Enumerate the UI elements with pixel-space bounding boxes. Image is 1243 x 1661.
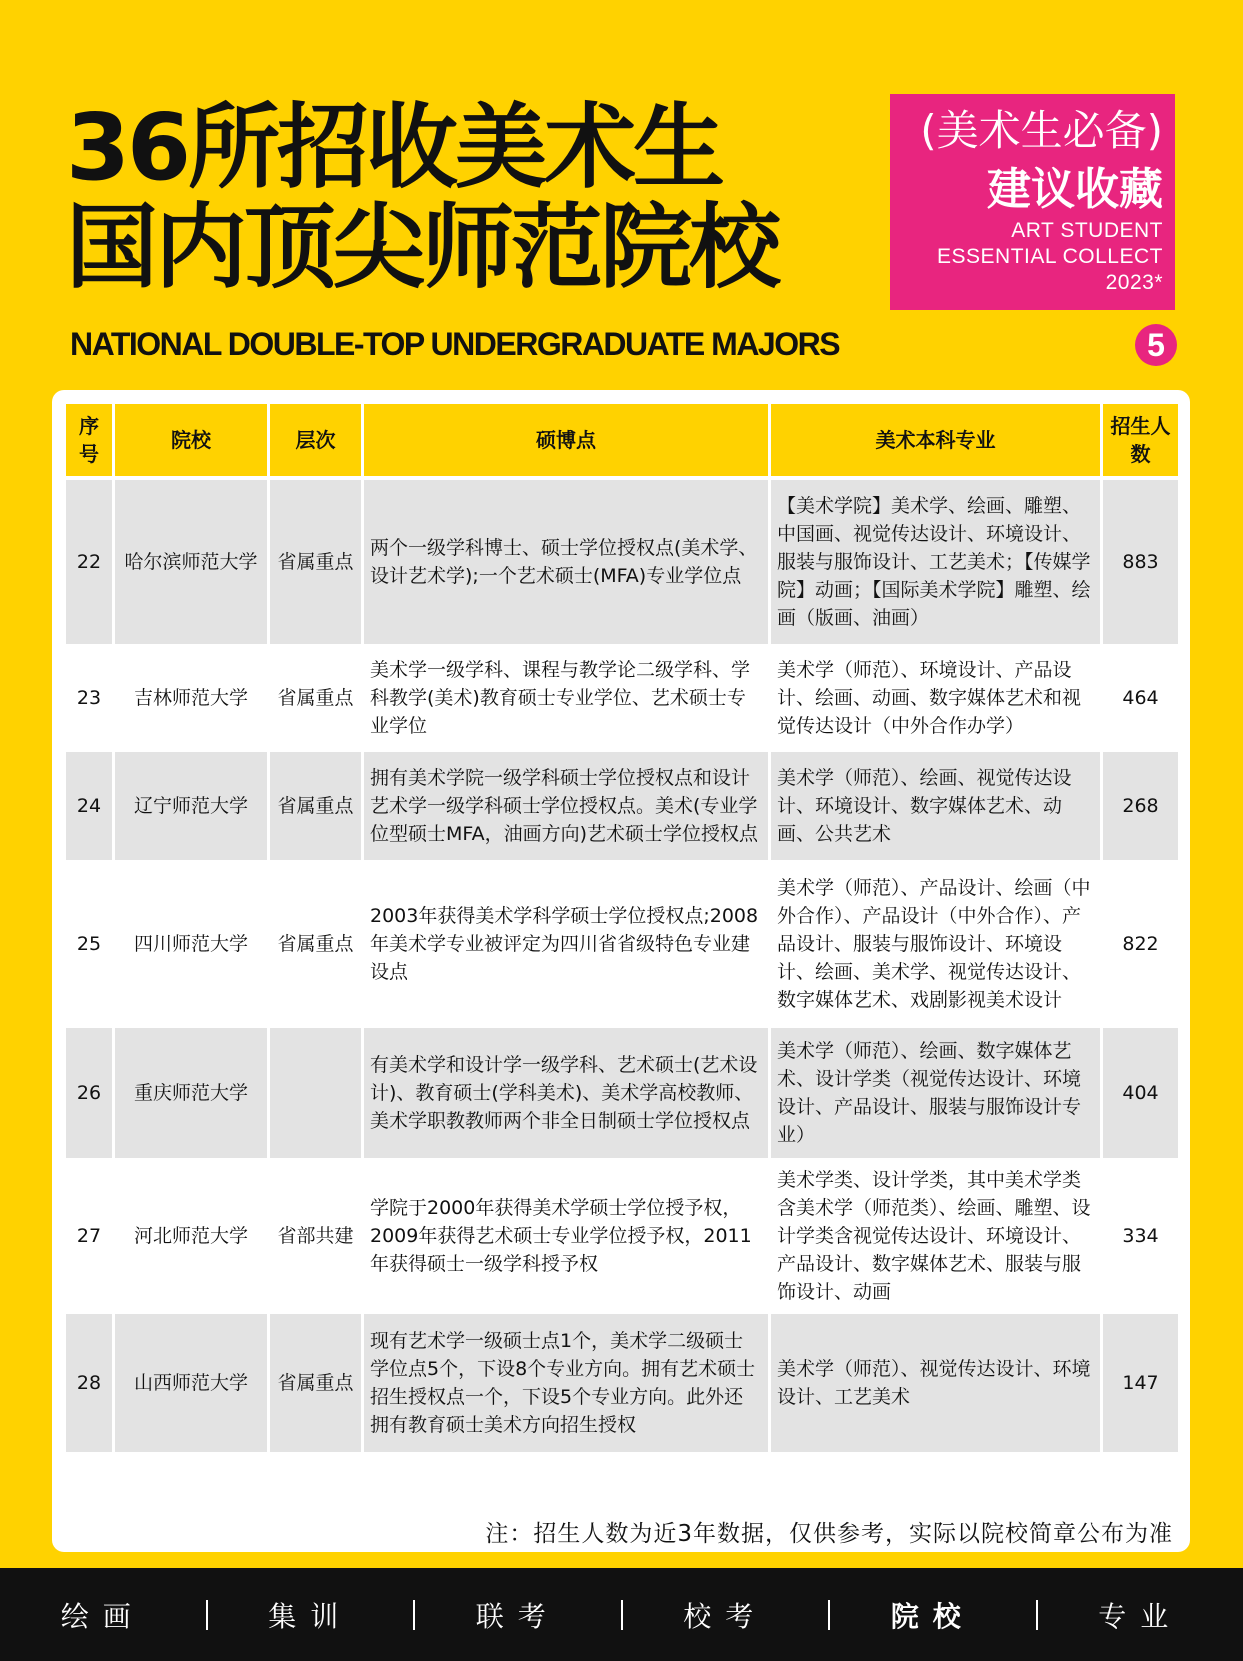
cell-no: 24 — [66, 752, 112, 860]
cell-school: 吉林师范大学 — [115, 644, 267, 752]
table-row — [66, 752, 1178, 860]
header-degree: 硕博点 — [364, 404, 768, 476]
cell-majors: 美术学（师范）、产品设计、绘画（中外合作）、产品设计（中外合作）、产品设计、服装与服饰设计、环境设计、绘画、美术学、视觉传达设计、数字媒体艺术、戏剧影视美术设计 — [771, 860, 1100, 1028]
cell-degree: 两个一级学科博士、硕士学位授权点(美术学、设计艺术学);一个艺术硕士(MFA)专业学位点 — [364, 480, 768, 644]
cell-count: 334 — [1103, 1158, 1178, 1314]
cell-no: 26 — [66, 1028, 112, 1158]
cell-level: 省属重点 — [270, 752, 361, 860]
cell-degree: 学院于2000年获得美术学硕士学位授予权，2009年获得艺术硕士专业学位授予权，2011年获得硕士一级学科授予权 — [364, 1158, 768, 1314]
cell-count: 883 — [1103, 480, 1178, 644]
schools-table — [66, 404, 1178, 1452]
cell-level — [270, 1028, 361, 1158]
cell-no: 28 — [66, 1314, 112, 1452]
cell-majors: 美术学（师范）、视觉传达设计、环境设计、工艺美术 — [771, 1314, 1100, 1452]
cell-level: 省属重点 — [270, 860, 361, 1028]
page-title-line2: 国内顶尖师范院校 — [66, 194, 779, 301]
cell-count: 404 — [1103, 1028, 1178, 1158]
cell-count: 268 — [1103, 752, 1178, 860]
cell-degree: 美术学一级学科、课程与教学论二级学科、学科教学(美术)教育硕士专业学位、艺术硕士专业学位 — [364, 644, 768, 752]
cell-school: 河北师范大学 — [115, 1158, 267, 1314]
title-block — [66, 94, 779, 301]
cell-degree: 2003年获得美术学科学硕士学位授权点;2008年美术学专业被评定为四川省省级特色专业建设点 — [364, 860, 768, 1028]
cell-majors: 美术学类、设计学类，其中美术学类含美术学（师范类）、绘画、雕塑、设计学类含视觉传达设计、环境设计、产品设计、数字媒体艺术、服装与服饰设计、动画 — [771, 1158, 1100, 1314]
cell-school: 山西师范大学 — [115, 1314, 267, 1452]
table-row — [66, 1028, 1178, 1158]
header-level: 层次 — [270, 404, 361, 476]
cell-no: 23 — [66, 644, 112, 752]
nav-item-school-exam[interactable]: 校考 — [683, 1599, 768, 1633]
table-row — [66, 1158, 1178, 1314]
cell-degree: 现有艺术学一级硕士点1个，美术学二级硕士学位点5个，下设8个专业方向。拥有艺术硕士招生授权点一个，下设5个专业方向。此外还拥有教育硕士美术方向招生授权 — [364, 1314, 768, 1452]
cell-no: 25 — [66, 860, 112, 1028]
cell-count: 822 — [1103, 860, 1178, 1028]
cell-degree: 拥有美术学院一级学科硕士学位授权点和设计艺术学一级学科硕士学位授权点。美术(专业学位型硕士MFA，油画方向)艺术硕士学位授权点 — [364, 752, 768, 860]
badge-line3: ART STUDENT — [1011, 219, 1163, 242]
page-number-badge: 5 — [1135, 324, 1177, 366]
nav-item-schools[interactable]: 院校 — [890, 1599, 975, 1633]
cell-level: 省属重点 — [270, 644, 361, 752]
page-title-line1: 36所招收美术生 — [66, 94, 723, 201]
header-majors: 美术本科专业 — [771, 404, 1100, 476]
page-subtitle: NATIONAL DOUBLE-TOP UNDERGRADUATE MAJORS — [70, 326, 840, 362]
cell-majors: 【美术学院】美术学、绘画、雕塑、中国画、视觉传达设计、环境设计、服装与服饰设计、工艺美术；【传媒学院】动画；【国际美术学院】雕塑、绘画（版画、油画） — [771, 480, 1100, 644]
cell-count: 464 — [1103, 644, 1178, 752]
table-header-row — [66, 404, 1178, 476]
badge-line5: 2023* — [1105, 271, 1163, 294]
cell-majors: 美术学（师范）、环境设计、产品设计、绘画、动画、数字媒体艺术和视觉传达设计（中外合作办学） — [771, 644, 1100, 752]
nav-item-training[interactable]: 集训 — [268, 1599, 353, 1633]
bottom-nav — [0, 1568, 1243, 1661]
cell-school: 哈尔滨师范大学 — [115, 480, 267, 644]
nav-item-painting[interactable]: 绘画 — [60, 1599, 145, 1633]
nav-item-majors[interactable]: 专业 — [1098, 1599, 1183, 1633]
cell-level: 省属重点 — [270, 1314, 361, 1452]
table-row — [66, 860, 1178, 1028]
collect-badge — [890, 94, 1175, 310]
badge-line2: 建议收藏 — [987, 164, 1163, 215]
nav-item-joint-exam[interactable]: 联考 — [475, 1599, 560, 1633]
cell-level: 省部共建 — [270, 1158, 361, 1314]
header-school: 院校 — [115, 404, 267, 476]
cell-no: 27 — [66, 1158, 112, 1314]
header-count: 招生人数 — [1103, 404, 1178, 476]
cell-school: 辽宁师范大学 — [115, 752, 267, 860]
table-row — [66, 480, 1178, 644]
cell-majors: 美术学（师范）、绘画、数字媒体艺术、设计学类（视觉传达设计、环境设计、产品设计、服装与服饰设计专业） — [771, 1028, 1100, 1158]
header-no: 序号 — [66, 404, 112, 476]
badge-line4: ESSENTIAL COLLECT — [937, 245, 1163, 268]
cell-count: 147 — [1103, 1314, 1178, 1452]
table-row — [66, 1314, 1178, 1452]
table-row — [66, 644, 1178, 752]
cell-school: 四川师范大学 — [115, 860, 267, 1028]
cell-majors: 美术学（师范）、绘画、视觉传达设计、环境设计、数字媒体艺术、动画、公共艺术 — [771, 752, 1100, 860]
cell-level: 省属重点 — [270, 480, 361, 644]
badge-line1: (美术生必备) — [920, 106, 1163, 155]
cell-no: 22 — [66, 480, 112, 644]
cell-degree: 有美术学和设计学一级学科、艺术硕士(艺术设计)、教育硕士(学科美术)、美术学高校教师、美术学职教教师两个非全日制硕士学位授权点 — [364, 1028, 768, 1158]
footnote: 注：招生人数为近3年数据，仅供参考，实际以院校简章公布为准 — [485, 1521, 1173, 1547]
cell-school: 重庆师范大学 — [115, 1028, 267, 1158]
